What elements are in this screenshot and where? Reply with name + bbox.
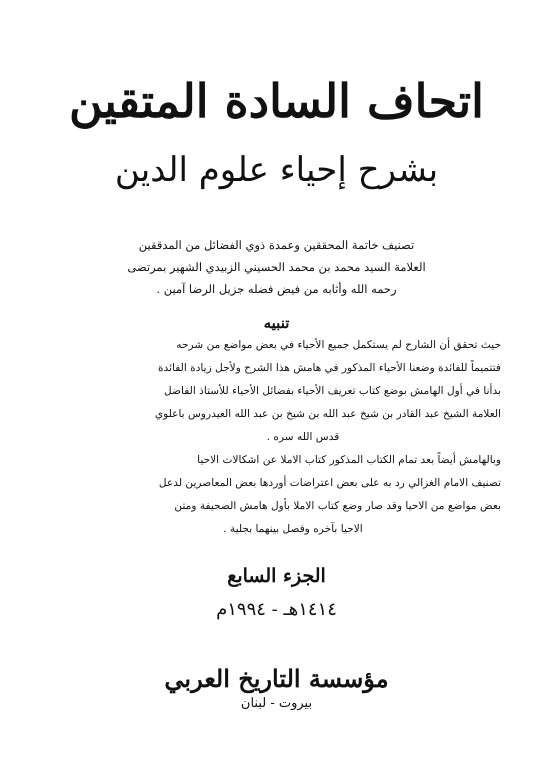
author-line: العلامة السيد محمد بن محمد الحسيني الزبيدي الشهير بمرتضى bbox=[127, 260, 426, 274]
notice-line: تصنيف الامام الغزالي رد به على بعض اعتراضات أوردها بعض المعاصرين لدعل bbox=[158, 477, 501, 489]
notice-line: فتتميماً للفائدة وضعنا الأحياء المذكور في هامش هذا الشرح ولأجل زيادة الفائدة bbox=[157, 362, 501, 374]
author-line: تصنيف خاتمة المحققين وعمدة ذوي الفضائل من المدققين bbox=[138, 238, 415, 252]
notice-body bbox=[45, 334, 501, 541]
notice-line: وبالهامش أيضاً بعد تمام الكتاب المذكور كتاب الاملا عن اشكالات الاحيا bbox=[197, 454, 501, 466]
author-line: رحمه الله وأثابه من فيض فضله جزيل الرضا آمين . bbox=[156, 282, 397, 296]
book-title: اتحاف السادة المتقين bbox=[69, 74, 484, 128]
notice-line: قدس الله سره . bbox=[266, 431, 340, 443]
notice-line: بعض مواضع من الاحيا وقد صار وضع كتاب الاملا بأول هامش الصحيفة ومتن bbox=[174, 500, 501, 512]
notice-line: حيث تحقق أن الشارح لم يستكمل جميع الأحياء في بعض مواضع من شرحه bbox=[176, 339, 501, 351]
volume-label: الجزء السابع bbox=[227, 565, 326, 587]
publication-date: ١٤١٤هـ - ١٩٩٤م bbox=[216, 599, 337, 620]
notice-heading: تنبيه bbox=[263, 314, 290, 332]
publisher-city: بيروت - لبنان bbox=[240, 696, 313, 711]
publisher-name: مؤسسة التاريخ العربي bbox=[164, 664, 389, 693]
notice-line: بدأنا في أول الهامش بوضع كتاب تعريف الأحياء بفضائل الأحياء للأستاذ الفاضل bbox=[163, 385, 501, 397]
book-subtitle: بشرح إحياء علوم الدين bbox=[114, 150, 439, 190]
author-block bbox=[0, 234, 553, 300]
notice-line: العلامة الشيخ عبد القادر بن شيخ عبد الله بن شيخ بن عبد الله العيدروس باعلوي bbox=[154, 408, 501, 420]
notice-line: الاحيا بآخره وفصل بينهما بجلية . bbox=[223, 523, 363, 535]
